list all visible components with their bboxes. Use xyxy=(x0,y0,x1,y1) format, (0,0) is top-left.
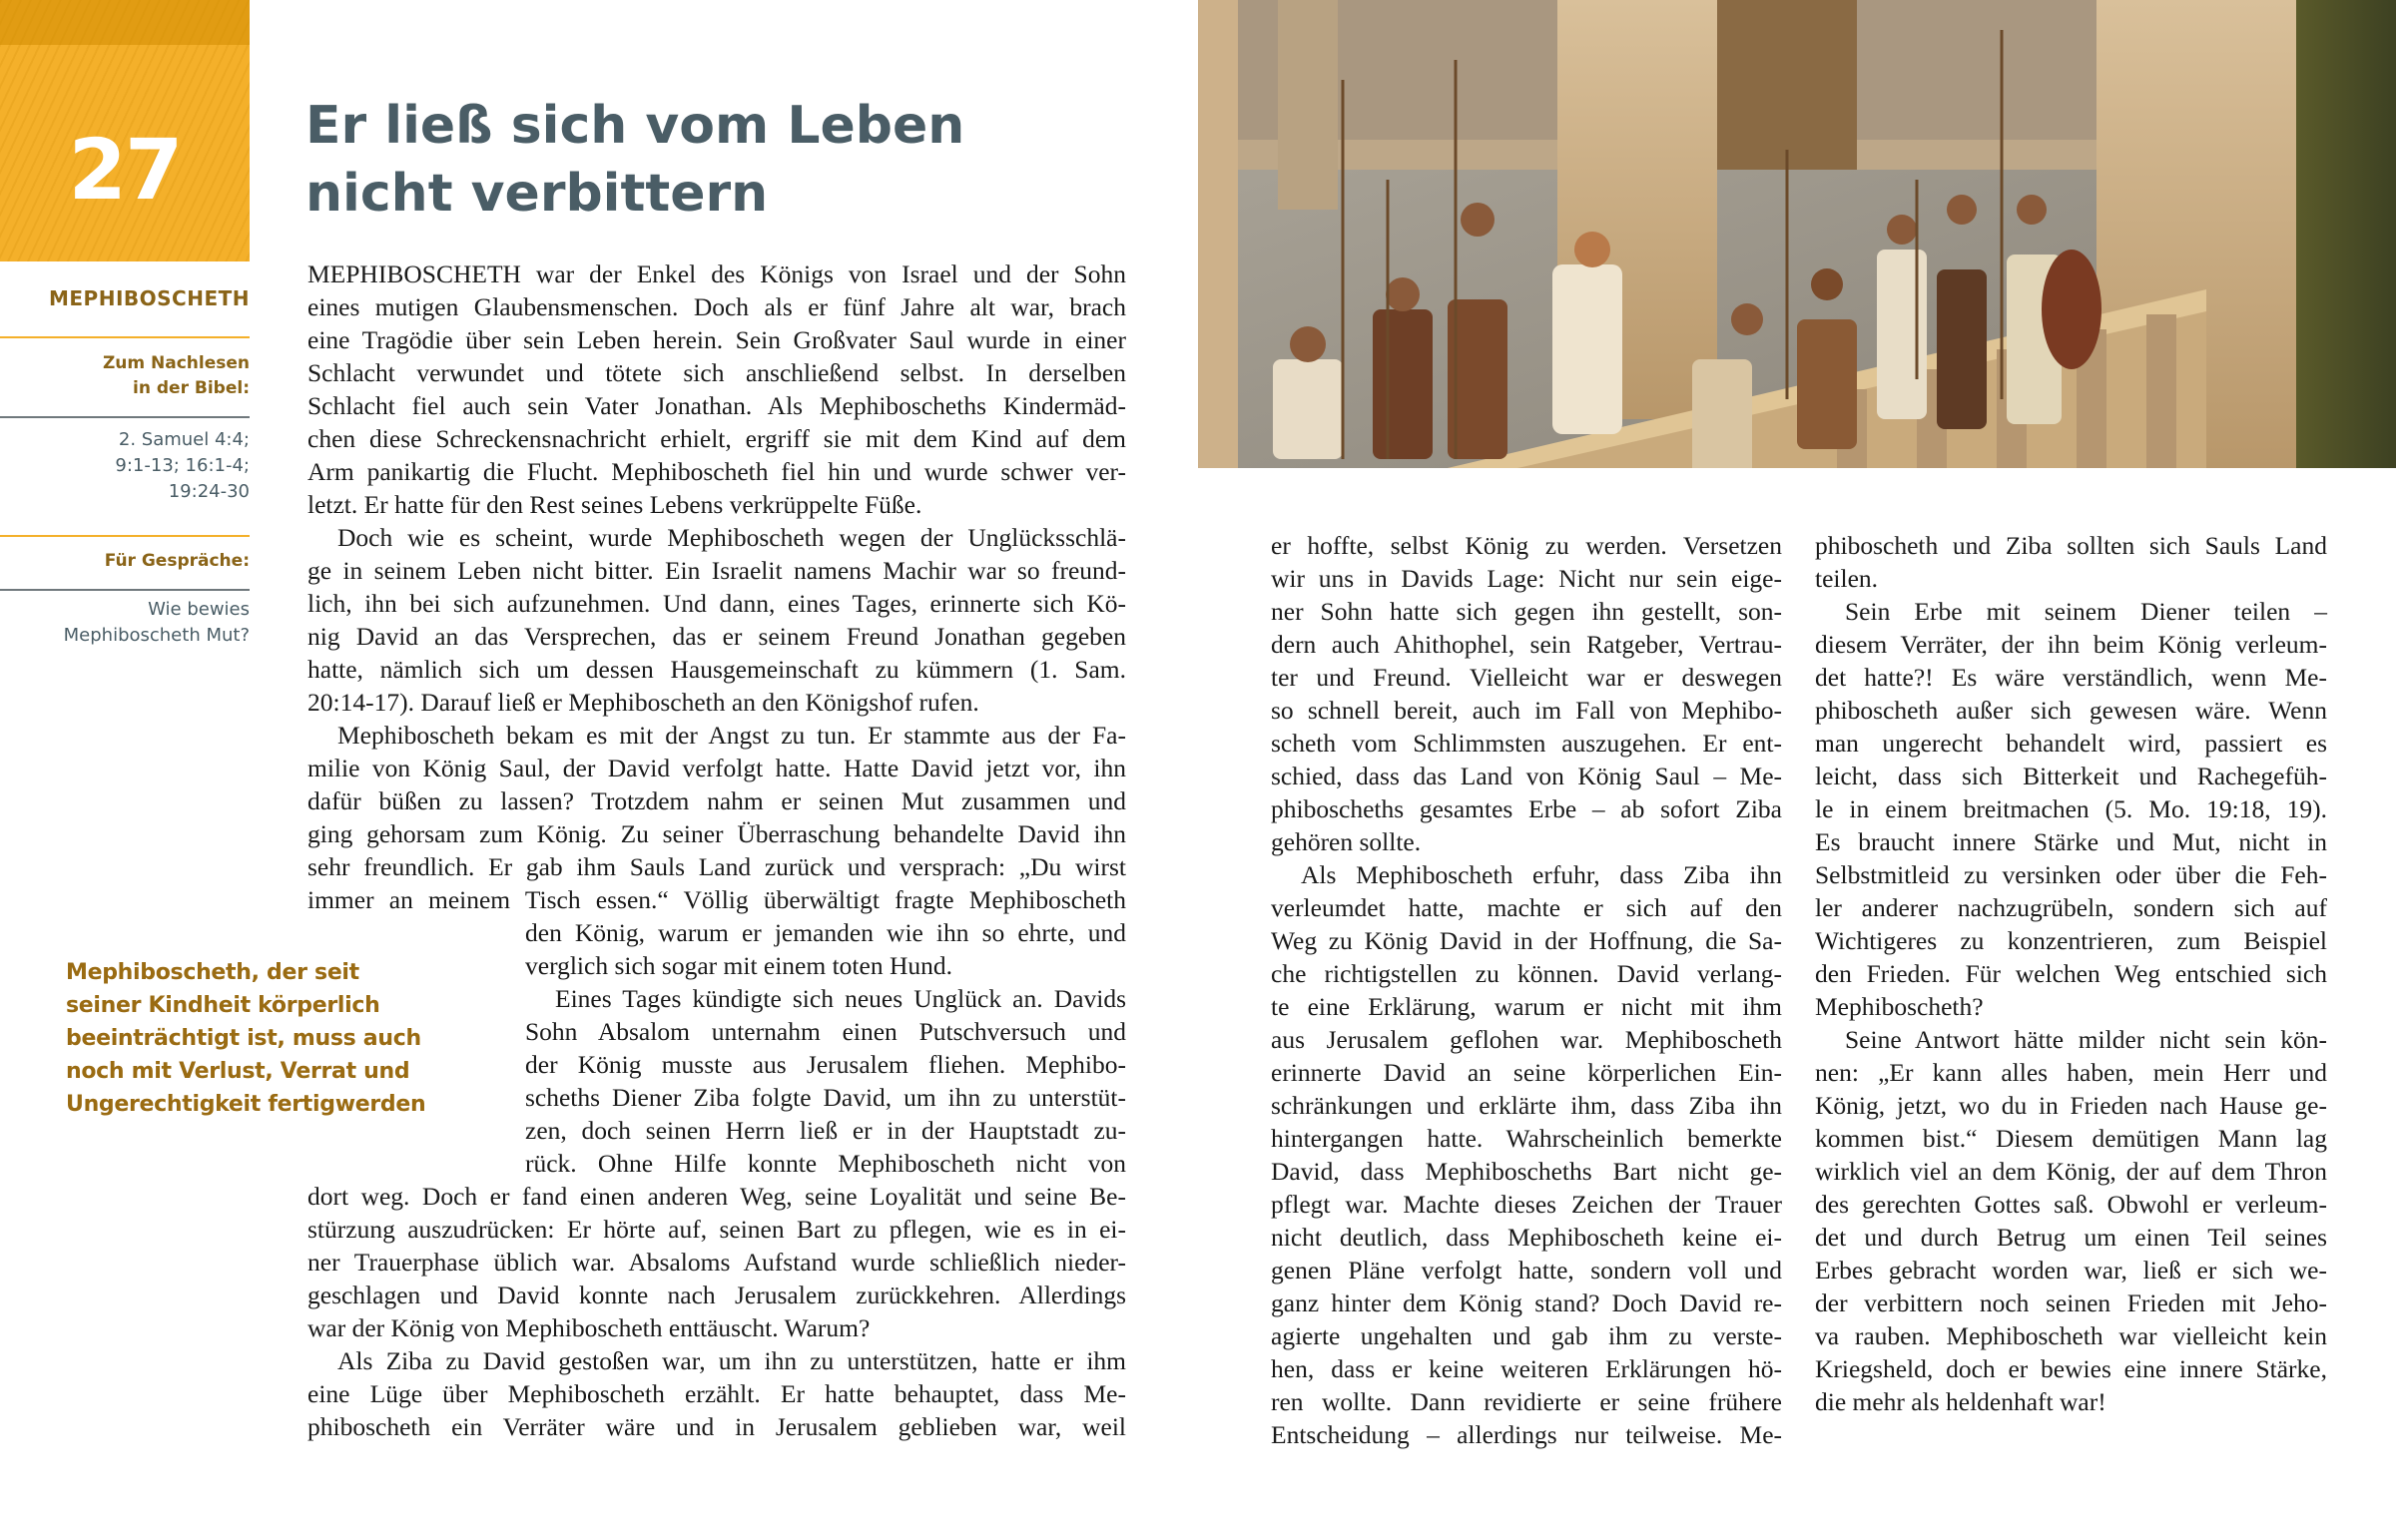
illustration-scene xyxy=(1198,0,2396,468)
text-line: verglich sich sogar mit einem toten Hund. xyxy=(525,951,952,980)
text-line: MEPHIBOSCHETH war der Enkel des Königs von Israel und der Sohn xyxy=(307,259,1126,288)
text-line: hatte, nämlich sich um dessen Hausgemeinschaft zu kümmern (1. Sam. xyxy=(307,655,1126,684)
text-line: va rauben. Mephiboscheth war vielleicht kein xyxy=(1815,1321,2327,1350)
text-line: Weg zu König David in der Hoffnung, die Sa- xyxy=(1271,926,1782,955)
question-line: Wie bewies xyxy=(148,599,250,620)
text-line: ge in seinem Leben nicht bitter. Ein Israelit namens Machir war so freund- xyxy=(307,556,1126,585)
text-line: ner Trauerphase üblich war. Absaloms Aufstand wurde schließlich nieder- xyxy=(307,1248,1126,1277)
text-line: Erbes gebracht worden war, ließ er sich we- xyxy=(1815,1256,2327,1284)
text-line: rück. Ohne Hilfe konnte Mephiboscheth nicht von xyxy=(525,1149,1126,1178)
text-line: agierte ungehalten und gab ihm zu verste- xyxy=(1271,1321,1782,1350)
text-line: le in einem breitmachen (5. Mo. 19:18, 19). xyxy=(1815,794,2327,823)
bible-ref: 2. Samuel 4:4; xyxy=(118,429,250,450)
text-line: chen diese Schreckensnachricht erhielt, ergriff sie mit dem Kind auf dem xyxy=(307,424,1126,453)
text-line: pflegt war. Machte dieses Zeichen der Trauer xyxy=(1271,1190,1782,1219)
text-line: Selbstmitleid zu versinken oder über die Feh- xyxy=(1815,860,2327,889)
sidebar-divider-orange xyxy=(0,336,250,338)
pull-quote-line: beeinträchtigt ist, muss auch xyxy=(66,1026,421,1051)
text-line: zen, doch seinen Herrn ließ er in der Hauptstadt zu- xyxy=(525,1116,1126,1145)
text-line: Seine Antwort hätte milder nicht sein kön- xyxy=(1845,1025,2327,1054)
question-line: Mephiboscheth Mut? xyxy=(63,625,250,646)
text-line: kommen bist.“ Diesem demütigen Mann lag xyxy=(1815,1124,2327,1153)
sidebar-question xyxy=(0,597,250,649)
text-line: Arm panikartig die Flucht. Mephiboscheth fiel hin und wurde schwer ver- xyxy=(307,457,1126,486)
body-column-2 xyxy=(1271,529,1782,1451)
text-line: erinnerte David an seine körperlichen Ein- xyxy=(1271,1058,1782,1087)
bible-ref: 9:1-13; 16:1-4; xyxy=(115,455,250,476)
sidebar-divider-orange xyxy=(0,535,250,537)
text-line: phiboscheth und Ziba sollten sich Sauls Land xyxy=(1815,531,2327,560)
text-line: nicht deutlich, dass Mephiboscheth keine ei- xyxy=(1271,1223,1782,1252)
text-line: dort weg. Doch er fand einen anderen Weg, seine Loyalität und seine Be- xyxy=(307,1182,1126,1211)
text-line: leicht, dass sich Bitterkeit und Rachegefüh- xyxy=(1815,762,2327,790)
illustration xyxy=(1198,0,2396,468)
text-line: der verbittern noch seinen Frieden mit Jeho- xyxy=(1815,1288,2327,1317)
tree xyxy=(2296,0,2396,468)
title-line-1: Er ließ sich vom Leben xyxy=(305,96,965,156)
text-line: Entscheidung – allerdings nur teilweise. Me- xyxy=(1271,1420,1782,1449)
text-line: ging gehorsam zum König. Zu seiner Überraschung behandelte David ihn xyxy=(307,819,1126,848)
body-column-3 xyxy=(1815,529,2327,1418)
bible-ref: 19:24-30 xyxy=(168,481,250,502)
sidebar-bible-references xyxy=(0,427,250,505)
text-line: Wichtigeres zu konzentrieren, zum Beispiel xyxy=(1815,926,2327,955)
text-line: schied, dass das Land von König Saul – Me- xyxy=(1271,762,1782,790)
text-line: König, jetzt, wo du in Frieden nach Hause ge- xyxy=(1815,1091,2327,1120)
text-line: wir uns in Davids Lage: Nicht nur sein eige- xyxy=(1271,564,1782,593)
text-line: Es braucht innere Stärke und Mut, nicht in xyxy=(1815,827,2327,856)
sidebar-person-name: MEPHIBOSCHETH xyxy=(48,286,250,310)
pull-quote-line: Mephiboscheth, der seit xyxy=(66,960,359,985)
text-line: immer an meinem Tisch essen.“ Völlig überwältigt fragte Mephiboscheth xyxy=(307,885,1126,914)
text-line: det und durch Betrug um einen Teil seines xyxy=(1815,1223,2327,1252)
sidebar-discussion-label: Für Gespräche: xyxy=(104,551,250,571)
text-line: Sohn Absalom unternahm einen Putschversuch und xyxy=(525,1017,1126,1046)
text-line: stürzung auszudrücken: Er hörte auf, seinen Bart zu pflegen, wie es in ei- xyxy=(307,1215,1126,1244)
text-line: scheths Diener Ziba folgte David, um ihn zu unterstüt- xyxy=(525,1083,1126,1112)
text-line: Doch wie es scheint, wurde Mephiboscheth wegen der Unglücksschlä- xyxy=(337,523,1126,552)
text-line: die mehr als heldenhaft war! xyxy=(1815,1387,2106,1416)
pillar xyxy=(1198,0,1238,468)
reading-label-line-2: in der Bibel: xyxy=(133,378,250,398)
text-line: milie von König Saul, der David verfolgt hatte. Hatte David jetzt vor, ihn xyxy=(307,754,1126,782)
text-line: des gerechten Gottes saß. Obwohl er verleum- xyxy=(1815,1190,2327,1219)
text-line: der König musste aus Jerusalem fliehen. Mephibo- xyxy=(525,1050,1126,1079)
pillar xyxy=(1278,0,1338,210)
text-line: Eines Tages kündigte sich neues Unglück an. Davids xyxy=(555,984,1126,1013)
text-line: hintergangen hatte. Wahrscheinlich bemerkte xyxy=(1271,1124,1782,1153)
text-line: Sein Erbe mit seinem Diener teilen – xyxy=(1845,597,2327,626)
text-line: phiboscheth außer sich gewesen wäre. Wenn xyxy=(1815,696,2327,725)
chapter-number: 27 xyxy=(68,121,182,219)
text-line: so schnell bereit, auch im Fall von Mephibo- xyxy=(1271,696,1782,725)
chapter-number-box xyxy=(0,0,250,261)
text-line: lich, ihn bei sich aufzunehmen. Und dann, eines Tages, erinnerte sich Kö- xyxy=(307,589,1126,618)
text-line: letzt. Er hatte für den Rest seines Lebens verkrüppelte Füße. xyxy=(307,490,922,519)
text-line: eine Lüge über Mephiboscheth erzählt. Er hatte behauptet, dass Me- xyxy=(307,1379,1126,1408)
text-line: gehören sollte. xyxy=(1271,827,1422,856)
text-line: ter und Freund. Vielleicht war er deswegen xyxy=(1271,663,1782,692)
text-line: phiboscheths gesamtes Erbe – ab sofort Ziba xyxy=(1271,794,1782,823)
title-line-2: nicht verbittern xyxy=(305,164,769,224)
text-line: Mephiboscheth bekam es mit der Angst zu tun. Er stammte aus der Fa- xyxy=(337,721,1126,750)
chapter-box-band xyxy=(0,0,250,45)
text-line: nen: „Er kann alles haben, mein Herr und xyxy=(1815,1058,2327,1087)
text-line: Kriegsheld, doch er bewies eine innere Stärke, xyxy=(1815,1354,2327,1383)
text-line: man ungerecht behandelt wird, passiert es xyxy=(1815,729,2327,758)
page-title xyxy=(305,92,1164,228)
text-line: genen Pläne verfolgt hatte, sondern voll und xyxy=(1271,1256,1782,1284)
text-line: Schlacht verwundet und tötete sich anschließend selbst. In derselben xyxy=(307,358,1126,387)
body-column-1 xyxy=(307,257,1126,1443)
pull-quote-line: seiner Kindheit körperlich xyxy=(66,993,380,1018)
text-line: sehr freundlich. Er gab ihm Sauls Land zurück und versprach: „Du wirst xyxy=(307,852,1126,881)
text-line: ner Sohn hatte sich gegen ihn gestellt, son- xyxy=(1271,597,1782,626)
text-line: det hatte?! Es wäre verständlich, wenn Me- xyxy=(1815,663,2327,692)
text-line: ganz hinter dem König stand? Doch David re- xyxy=(1271,1288,1782,1317)
text-line: geschlagen und David konnte nach Jerusalem zurückkehren. Allerdings xyxy=(307,1281,1126,1309)
text-line: verleumdet hatte, machte er sich auf den xyxy=(1271,893,1782,922)
pull-quote-line: noch mit Verlust, Verrat und xyxy=(66,1059,410,1084)
sidebar-divider-grey xyxy=(0,416,250,418)
text-line: aus Jerusalem geflohen war. Mephiboscheth xyxy=(1271,1025,1782,1054)
text-line: dern auch Ahithophel, sein Ratgeber, Vertrau- xyxy=(1271,630,1782,659)
text-line: ler anderer nachzugrübeln, sondern sich auf xyxy=(1815,893,2327,922)
sidebar-divider-grey xyxy=(0,589,250,591)
reading-label-line-1: Zum Nachlesen xyxy=(102,353,250,373)
text-line: er hoffte, selbst König zu werden. Versetzen xyxy=(1271,531,1782,560)
text-line: eines mutigen Glaubensmenschen. Doch als er fünf Jahre alt war, brach xyxy=(307,292,1126,321)
text-line: den Frieden. Für welchen Weg entschied sich xyxy=(1815,959,2327,988)
text-line: Mephiboscheth? xyxy=(1815,992,1984,1021)
text-line: schränkungen und erklärte ihm, dass Ziba ihn xyxy=(1271,1091,1782,1120)
text-line: che richtigstellen zu können. David verlang- xyxy=(1271,959,1782,988)
text-line: war der König von Mephiboscheth enttäuscht. Warum? xyxy=(307,1313,871,1342)
text-line: eine Tragödie über sein Leben herein. Sein Großvater Saul wurde in einer xyxy=(307,325,1126,354)
text-line: Schlacht fiel auch sein Vater Jonathan. Als Mephiboscheths Kindermäd- xyxy=(307,391,1126,420)
text-line: diesem Verräter, der ihn beim König verleum- xyxy=(1815,630,2327,659)
text-line: dafür büßen zu lassen? Trotzdem nahm er seinen Mut zusammen und xyxy=(307,786,1126,815)
text-line: den König, warum er jemanden wie ihn so ehrte, und xyxy=(525,918,1126,947)
text-line: phiboscheth ein Verräter wäre und in Jerusalem geblieben war, weil xyxy=(307,1412,1126,1441)
text-line: teilen. xyxy=(1815,564,1879,593)
text-line: ren wollte. Dann revidierte er seine frühere xyxy=(1271,1387,1782,1416)
text-line: David, dass Mephiboscheths Bart nicht ge- xyxy=(1271,1157,1782,1186)
text-line: nig David an das Versprechen, das er seinem Freund Jonathan gegeben xyxy=(307,622,1126,651)
text-line: 20:14-17). Darauf ließ er Mephiboscheth an den Königshof rufen. xyxy=(307,688,979,717)
text-line: Als Ziba zu David gestoßen war, um ihn zu unterstützen, hatte er ihm xyxy=(337,1346,1126,1375)
text-line: scheth vom Schlimmsten auszugehen. Er ent- xyxy=(1271,729,1782,758)
text-line: Als Mephiboscheth erfuhr, dass Ziba ihn xyxy=(1301,860,1782,889)
text-line: hen, dass er keine weiteren Erklärungen hö- xyxy=(1271,1354,1782,1383)
text-line: wirklich viel an dem König, der auf dem Thron xyxy=(1815,1157,2327,1186)
text-line: te eine Erklärung, warum er nicht mit ihm xyxy=(1271,992,1782,1021)
pull-quote-line: Ungerechtigkeit fertigwerden xyxy=(66,1092,426,1117)
sidebar-reading-label xyxy=(0,351,250,401)
